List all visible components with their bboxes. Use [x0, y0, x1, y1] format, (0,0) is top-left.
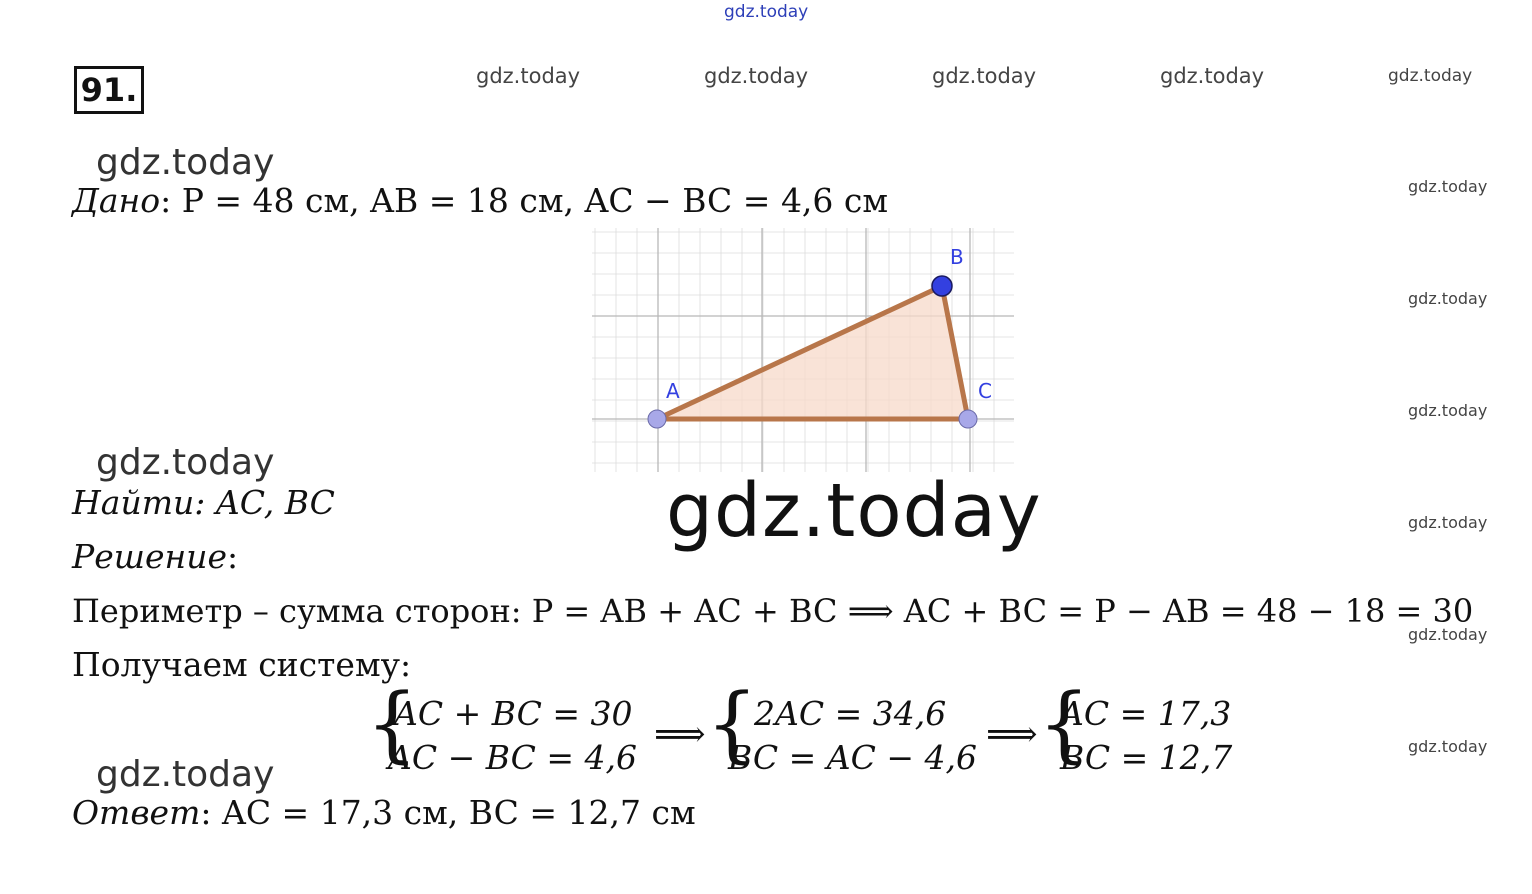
s3-eq1: AC = 17,3 — [1060, 694, 1232, 733]
triangle-figure — [592, 228, 1014, 472]
watermark-big: gdz.today — [666, 468, 1042, 554]
point-a — [648, 410, 666, 428]
watermark-row-3: gdz.today — [932, 64, 1037, 88]
given-line — [72, 182, 888, 220]
watermark-top: gdz.today — [724, 2, 809, 22]
brace-3: { — [1038, 677, 1091, 772]
watermark-row-4: gdz.today — [1160, 64, 1265, 88]
given-text: : P = 48 см, AB = 18 см, AC − BC = 4,6 см — [160, 181, 889, 220]
watermark-side-4: gdz.today — [1408, 513, 1488, 532]
point-b — [932, 276, 952, 296]
watermark-side-5: gdz.today — [1408, 625, 1488, 644]
s2-eq2: BC = AC − 4,6 — [728, 738, 977, 777]
watermark-side-3: gdz.today — [1408, 401, 1488, 420]
watermark-row-2: gdz.today — [704, 64, 809, 88]
label-b: B — [950, 245, 964, 269]
find-label: Найти — [72, 483, 195, 522]
watermark-row-1: gdz.today — [476, 64, 581, 88]
watermark-side-6: gdz.today — [1408, 737, 1488, 756]
arrow-2: ⟹ — [986, 714, 1038, 755]
s1-eq2: AC − BC = 4,6 — [388, 738, 637, 777]
answer-line — [72, 794, 696, 832]
answer-label: Ответ — [72, 793, 201, 832]
watermark-left-3: gdz.today — [96, 754, 275, 795]
perimeter-line: Периметр – сумма сторон: P = AB + AC + BC ⟹ AC + BC = P − AB = 48 − 18 = 30 — [72, 592, 1474, 630]
watermark-left-2: gdz.today — [96, 442, 275, 483]
label-c: C — [978, 379, 992, 403]
watermark-row-5: gdz.today — [1388, 66, 1473, 86]
watermark-side-1: gdz.today — [1408, 177, 1488, 196]
brace-2: { — [706, 677, 759, 772]
answer-text: : AC = 17,3 см, BC = 12,7 см — [200, 793, 696, 832]
label-a: A — [666, 379, 680, 403]
find-text: : AC, BC — [194, 483, 335, 522]
s3-eq2: BC = 12,7 — [1060, 738, 1233, 777]
watermark-left-1: gdz.today — [96, 142, 275, 183]
watermark-side-2: gdz.today — [1408, 289, 1488, 308]
problem-number: 91. — [74, 66, 144, 114]
solution-label: Решение — [72, 537, 228, 576]
given-label: Дано — [72, 181, 161, 220]
s1-eq1: AC + BC = 30 — [394, 694, 633, 733]
solution-line — [72, 538, 238, 576]
arrow-1: ⟹ — [654, 714, 706, 755]
solution-colon: : — [227, 537, 239, 576]
brace-1: { — [366, 677, 419, 772]
s2-eq1: 2AC = 34,6 — [754, 694, 947, 733]
system-intro: Получаем систему: — [72, 645, 412, 684]
find-line — [72, 484, 335, 522]
point-c — [959, 410, 977, 428]
